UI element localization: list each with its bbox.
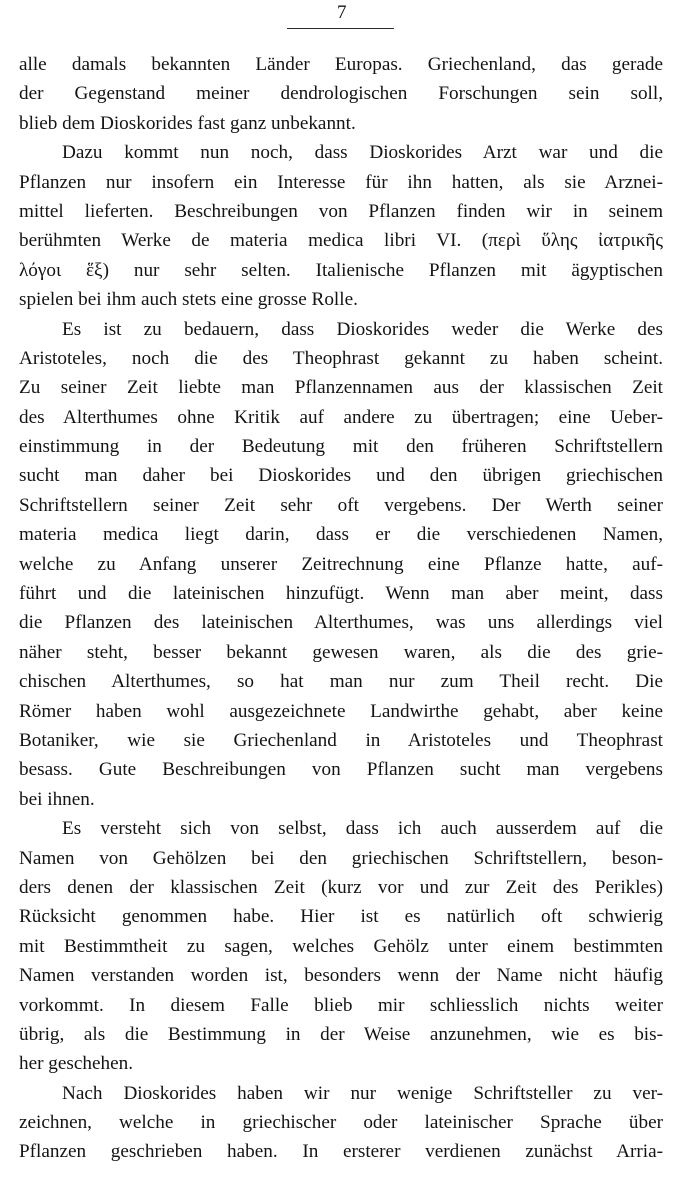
text-line: ders denen der klassischen Zeit (kurz vor und zur Zeit des Perikles) <box>19 876 663 898</box>
text-line: bei ihnen. <box>19 788 95 810</box>
header-rule <box>287 28 394 29</box>
text-line: mit Bestimmtheit zu sagen, welches Gehölz unter einem bestimmten <box>19 935 663 957</box>
text-line: Rücksicht genommen habe. Hier ist es natürlich oft schwierig <box>19 906 663 928</box>
text-line: Namen von Gehölzen bei den griechischen Schriftstellern, beson- <box>19 847 663 869</box>
text-line: Nach Dioskorides haben wir nur wenige Schriftsteller zu ver- <box>62 1082 663 1104</box>
text-line: Pflanzen nur insofern ein Interesse für ihn hatten, als sie Arznei- <box>19 171 663 193</box>
text-line: berühmten Werke de materia medica libri VI. (περὶ ὕλης ἰατρικῆς <box>19 230 663 252</box>
text-line: Zu seiner Zeit liebte man Pflanzennamen aus der klassischen Zeit <box>19 377 663 399</box>
text-line: vorkommt. In diesem Falle blieb mir schliesslich nichts weiter <box>19 994 663 1016</box>
text-line: Pflanzen geschrieben haben. In ersterer verdienen zunächst Arria- <box>19 1141 663 1163</box>
text-line: Es versteht sich von selbst, dass ich auch ausserdem auf die <box>62 818 663 840</box>
text-line: welche zu Anfang unserer Zeitrechnung eine Pflanze hatte, auf- <box>19 553 663 575</box>
text-line: Schriftstellern seiner Zeit sehr oft vergebens. Der Werth seiner <box>19 494 663 516</box>
text-line: Aristoteles, noch die des Theophrast gekannt zu haben scheint. <box>19 347 663 369</box>
text-line: der Gegenstand meiner dendrologischen Forschungen sein soll, <box>19 83 663 105</box>
text-line: Botaniker, wie sie Griechenland in Aristoteles und Theophrast <box>19 729 663 751</box>
page-number: 7 <box>337 2 347 23</box>
text-line: sucht man daher bei Dioskorides und den übrigen griechischen <box>19 465 663 487</box>
text-line: mittel lieferten. Beschreibungen von Pflanzen finden wir in seinem <box>19 200 663 222</box>
body-text <box>19 50 663 1167</box>
text-line: λόγοι ἕξ) nur sehr selten. Italienische Pflanzen mit ägyptischen <box>19 259 663 281</box>
text-line: übrig, als die Bestimmung in der Weise anzunehmen, wie es bis- <box>19 1023 663 1045</box>
paragraph-5 <box>19 1079 663 1167</box>
text-line: spielen bei ihm auch stets eine grosse Rolle. <box>19 289 358 311</box>
paragraph-4 <box>19 814 663 1079</box>
text-line: zeichnen, welche in griechischer oder lateinischer Sprache über <box>19 1112 663 1134</box>
text-line: einstimmung in der Bedeutung mit den früheren Schriftstellern <box>19 436 663 458</box>
text-line: Dazu kommt nun noch, dass Dioskorides Arzt war und die <box>62 142 663 164</box>
text-line: Namen verstanden worden ist, besonders wenn der Name nicht häufig <box>19 965 663 987</box>
text-line: näher steht, besser bekannt gewesen waren, als die des grie- <box>19 641 663 663</box>
paragraph-3 <box>19 315 663 815</box>
paragraph-1 <box>19 50 663 138</box>
paragraph-2 <box>19 138 663 314</box>
text-line: chischen Alterthumes, so hat man nur zum Theil recht. Die <box>19 671 663 693</box>
text-line: Es ist zu bedauern, dass Dioskorides weder die Werke des <box>62 318 663 340</box>
text-line: blieb dem Dioskorides fast ganz unbekannt. <box>19 112 356 134</box>
text-line: materia medica liegt darin, dass er die verschiedenen Namen, <box>19 524 663 546</box>
text-line: her geschehen. <box>19 1053 134 1075</box>
text-line: die Pflanzen des lateinischen Alterthumes, was uns allerdings viel <box>19 612 663 634</box>
text-line: besass. Gute Beschreibungen von Pflanzen sucht man vergebens <box>19 759 663 781</box>
text-line: des Alterthumes ohne Kritik auf andere zu übertragen; eine Ueber- <box>19 406 663 428</box>
text-line: Römer haben wohl ausgezeichnete Landwirthe gehabt, aber keine <box>19 700 663 722</box>
text-line: führt und die lateinischen hinzufügt. Wenn man aber meint, dass <box>19 583 663 605</box>
text-line: alle damals bekannten Länder Europas. Griechenland, das gerade <box>19 54 663 75</box>
